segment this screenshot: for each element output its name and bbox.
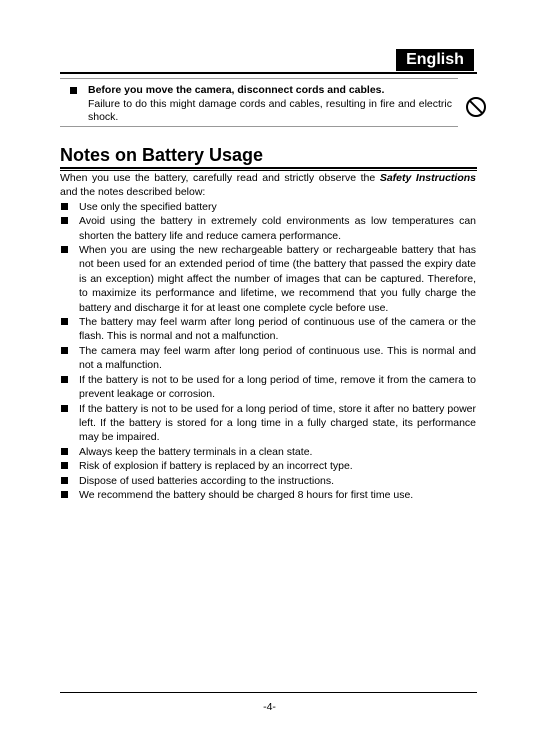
warning-title: Before you move the camera, disconnect cords and cables. — [88, 84, 385, 96]
list-item-text: Risk of explosion if battery is replaced by an incorrect type. — [79, 460, 353, 473]
list-item-text: The battery may feel warm after long period of continuous use of the camera or the flash. This is normal and not a malfunction. — [79, 316, 476, 343]
header-rule — [60, 72, 477, 74]
square-bullet-icon — [61, 347, 68, 354]
list-item — [60, 373, 476, 402]
list-item-text: We recommend the battery should be charged 8 hours for first time use. — [79, 488, 414, 501]
list-item-text: Use only the specified battery — [79, 200, 217, 213]
square-bullet-icon — [61, 217, 68, 224]
list-item-text: When you are using the new rechargeable battery or rechargeable battery that has not been used for an extended period of time (the battery that passed the expiry date is an exception) might affect the number of images that can be captured. Therefore, to maximize its performance and lifetime, we recommend that you fully charge the battery and discharge it for at least one complete cycle before use. — [79, 244, 476, 314]
warning-bottom-rule — [60, 126, 458, 127]
square-bullet-icon — [61, 203, 68, 210]
battery-notes-list — [60, 200, 476, 503]
list-item-text: Avoid using the battery in extremely cold environments as low temperatures can shorten the battery life and reduce camera performance. — [79, 215, 476, 242]
page-number: -4- — [263, 701, 276, 713]
list-item-text: If the battery is not to be used for a long period of time, remove it from the camera to prevent leakage or corrosion. — [79, 373, 476, 401]
intro-suffix: and the notes described below: — [60, 186, 206, 199]
section-content — [60, 171, 476, 502]
list-item — [60, 459, 476, 473]
section-rule — [60, 167, 477, 169]
square-bullet-icon — [61, 462, 68, 469]
warning-item — [60, 84, 458, 125]
list-item-text: The camera may feel warm after long period of continuous use. This is normal and not a malfunction. — [79, 344, 476, 372]
square-bullet-icon — [70, 87, 77, 94]
list-item — [60, 214, 476, 243]
list-item-text: If the battery is not to be used for a long period of time, store it after no battery power left. If the battery is stored for a long time in a fully charged state, its performance may be impaired. — [79, 402, 476, 444]
list-item — [60, 344, 476, 373]
square-bullet-icon — [61, 318, 68, 325]
list-item — [60, 488, 476, 502]
list-item — [60, 402, 476, 445]
list-item — [60, 315, 476, 344]
list-item — [60, 445, 476, 459]
list-item — [60, 243, 476, 315]
square-bullet-icon — [61, 477, 68, 484]
list-item-text: Dispose of used batteries according to the instructions. — [79, 474, 335, 487]
warning-top-rule — [60, 78, 458, 79]
square-bullet-icon — [61, 491, 68, 498]
language-badge: English — [396, 49, 474, 71]
square-bullet-icon — [61, 448, 68, 455]
list-item-text: Always keep the battery terminals in a clean state. — [79, 445, 313, 458]
section-title: Notes on Battery Usage — [60, 145, 264, 165]
square-bullet-icon — [61, 246, 68, 253]
footer-rule — [60, 692, 477, 693]
square-bullet-icon — [61, 405, 68, 412]
square-bullet-icon — [61, 376, 68, 383]
list-item — [60, 474, 476, 488]
intro-paragraph — [60, 171, 476, 200]
prohibited-icon — [465, 96, 487, 118]
list-item — [60, 200, 476, 214]
safety-instructions-emphasis: Safety Instructions — [379, 172, 476, 184]
warning-body: Failure to do this might damage cords and cables, resulting in fire and electric shock. — [88, 97, 452, 123]
warning-box — [60, 84, 458, 125]
intro-prefix: When you use the battery, carefully read and strictly observe the — [60, 172, 380, 184]
